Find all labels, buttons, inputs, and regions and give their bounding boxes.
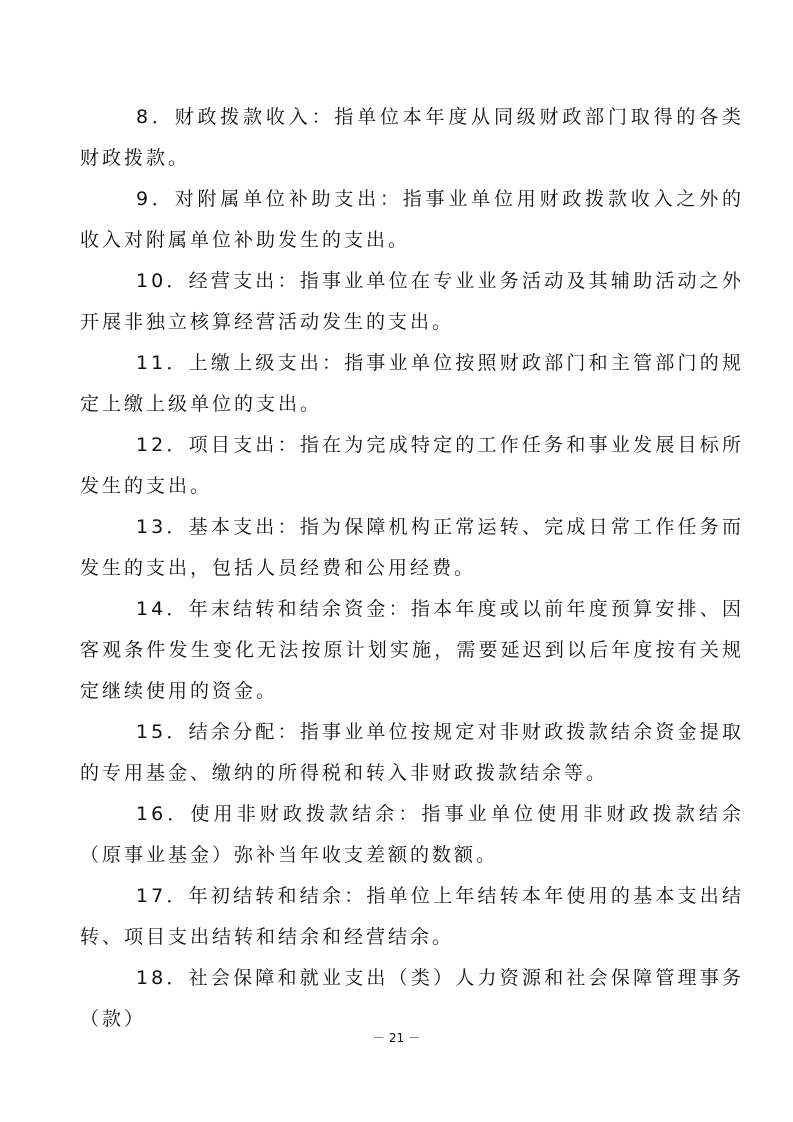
paragraph-16: 16．使用非财政拨款结余：指事业单位使用非财政拨款结余（原事业基金）弥补当年收支差额的数额。	[80, 803, 744, 866]
paragraph-8: 8．财政拨款收入：指单位本年度从同级财政部门取得的各类财政拨款。	[80, 106, 744, 169]
page-content	[80, 97, 744, 1040]
paragraph-18: 18．社会保障和就业支出（类）人力资源和社会保障管理事务（款）	[80, 967, 744, 1030]
paragraph-11: 11．上缴上级支出：指事业单位按照财政部门和主管部门的规定上缴上级单位的支出。	[80, 352, 744, 415]
paragraph-12: 12．项目支出：指在为完成特定的工作任务和事业发展目标所发生的支出。	[80, 434, 744, 497]
paragraph-14: 14．年末结转和结余资金：指本年度或以前年度预算安排、因客观条件发生变化无法按原计划实施，需要延迟到以后年度按有关规定继续使用的资金。	[80, 598, 744, 702]
paragraph-9: 9．对附属单位补助支出：指事业单位用财政拨款收入之外的收入对附属单位补助发生的支出。	[80, 188, 744, 251]
page-number: － 21 －	[373, 1031, 420, 1045]
paragraph-13: 13．基本支出：指为保障机构正常运转、完成日常工作任务而发生的支出，包括人员经费和公用经费。	[80, 516, 744, 579]
paragraph-15: 15．结余分配：指事业单位按规定对非财政拨款结余资金提取的专用基金、缴纳的所得税和转入非财政拨款结余等。	[80, 721, 744, 784]
paragraph-17: 17．年初结转和结余：指单位上年结转本年使用的基本支出结转、项目支出结转和结余和经营结余。	[80, 885, 744, 948]
paragraph-10: 10．经营支出：指事业单位在专业业务活动及其辅助活动之外开展非独立核算经营活动发生的支出。	[80, 270, 744, 333]
